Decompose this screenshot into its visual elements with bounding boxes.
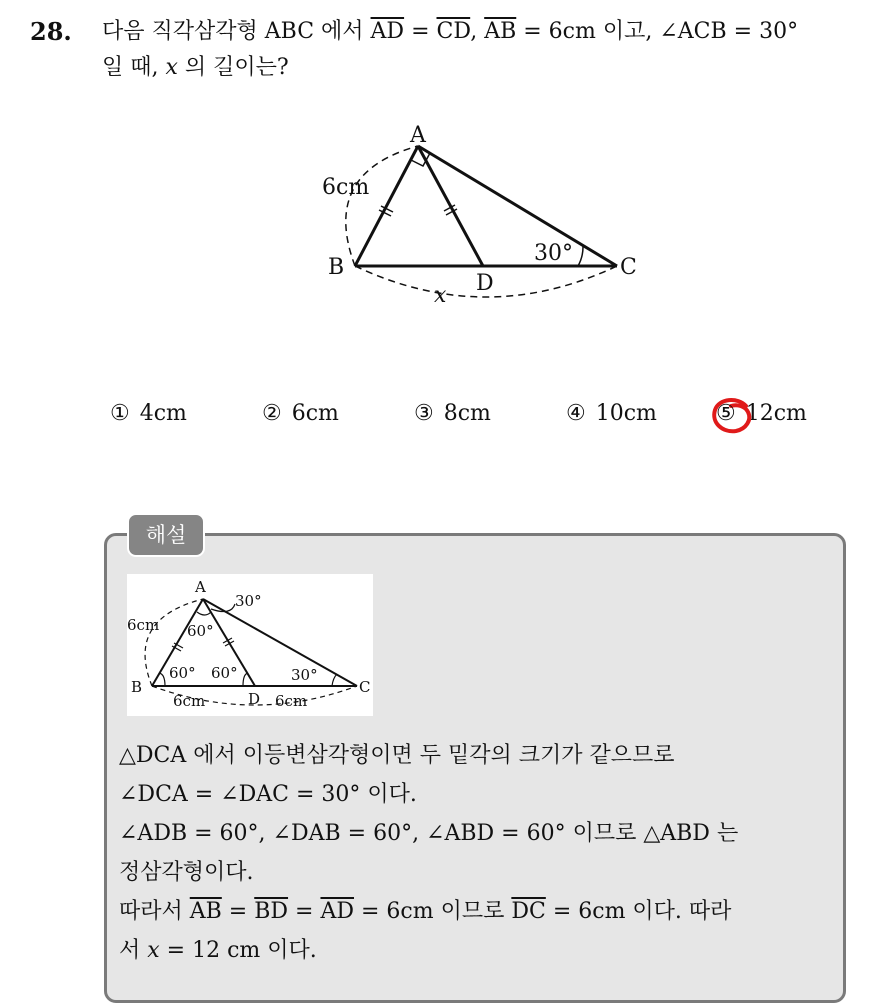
solution-tab: 해설 [127, 513, 205, 557]
comma: , [470, 19, 485, 44]
sol-text-e: = 12 cm 이다. [159, 938, 317, 963]
sol-text-a: 따라서 [119, 899, 190, 924]
sol-vertex-a: A [195, 578, 206, 596]
choice-4[interactable] [566, 394, 657, 434]
sol-seg-ad: $\overline{AD}$ [320, 899, 354, 924]
choice-5[interactable] [716, 394, 807, 434]
bottom-label: x [434, 283, 447, 308]
choice-text: 8cm [443, 401, 491, 426]
choice-number: ② [262, 401, 282, 426]
choice-text: 10cm [595, 401, 657, 426]
sol-label-dc: 6cm [275, 692, 308, 710]
question-line-2 [102, 50, 289, 86]
solution-box [104, 533, 846, 1003]
answer-choices [0, 394, 884, 434]
sol-arc-c [332, 674, 337, 686]
question-text-b: = 6cm 이고, ∠ACB = 30° [516, 19, 799, 44]
choice-text: 6cm [291, 401, 339, 426]
choice-number: ① [110, 401, 130, 426]
sol-label-60-a: 60° [187, 622, 214, 640]
side-ab [355, 146, 418, 266]
sol-text-c: = 6cm 이다. 따라 [545, 899, 732, 924]
solution-line-2: ∠DCA = ∠DAC = 30° 이다. [119, 782, 417, 807]
question-number: 28. [30, 17, 72, 46]
vertex-a: A [410, 123, 426, 148]
choice-text: 4cm [139, 401, 187, 426]
choice-number: ⑤ [716, 401, 736, 426]
sol-label-6cm: 6cm [127, 616, 160, 634]
sol-vertex-d: D [248, 690, 261, 708]
choice-number: ③ [414, 401, 434, 426]
sol-vertex-c: C [359, 678, 371, 696]
side-ac [418, 146, 617, 266]
sol-seg-ab: $\overline{AB}$ [189, 899, 222, 924]
sol-text-d: 서 [119, 938, 148, 963]
solution-line-6 [119, 933, 317, 969]
question-line-1 [102, 14, 798, 50]
vertex-d: D [476, 271, 494, 296]
choice-3[interactable] [414, 394, 491, 434]
side-label: 6cm [322, 175, 370, 200]
sol-var-x: x [147, 938, 160, 963]
variable-x: x [165, 55, 178, 80]
choice-number: ④ [566, 401, 586, 426]
choice-2[interactable] [262, 394, 339, 434]
triangle-figure [310, 118, 670, 318]
segment-ab: $\overline{AB}$ [484, 19, 517, 44]
solution-line-1: △DCA 에서 이등변삼각형이면 두 밑각의 크기가 같으므로 [119, 743, 675, 768]
angle-arc-c [578, 246, 583, 266]
segment-cd: $\overline{CD}$ [436, 19, 471, 44]
sol-label-30-c: 30° [291, 666, 318, 684]
solution-line-4: 정삼각형이다. [119, 860, 254, 885]
segment-ad: $\overline{AD}$ [370, 19, 405, 44]
question-text-c: 일 때, [102, 55, 166, 80]
sol-label-30-top: 30° [235, 592, 262, 610]
sol-arc-a [197, 612, 211, 615]
sol-text-b: = 6cm 이므로 [354, 899, 512, 924]
solution-line-3: ∠ADB = 60°, ∠DAB = 60°, ∠ABD = 60° 이므로 △ABD 는 [119, 821, 739, 846]
sol-label-bd: 6cm [173, 692, 206, 710]
solution-line-5 [119, 894, 731, 930]
choice-text: 12cm [745, 401, 807, 426]
sol-vertex-b: B [131, 678, 143, 696]
solution-figure [127, 574, 373, 716]
equals-sign: = [404, 19, 437, 44]
angle-label: 30° [534, 241, 573, 266]
sol-eq-2: = [288, 899, 321, 924]
sol-seg-bd: $\overline{BD}$ [254, 899, 289, 924]
sol-seg-dc: $\overline{DC}$ [511, 899, 546, 924]
sol-eq-1: = [221, 899, 255, 924]
sol-arc-b [159, 673, 165, 686]
vertex-c: C [620, 255, 637, 280]
sol-label-60-d: 60° [211, 664, 238, 682]
vertex-b: B [328, 255, 345, 280]
question-text-d: 의 길이는? [177, 55, 289, 80]
sol-label-60-b: 60° [169, 664, 196, 682]
question-text-a: 다음 직각삼각형 ABC 에서 [102, 19, 371, 44]
choice-1[interactable] [110, 394, 187, 434]
